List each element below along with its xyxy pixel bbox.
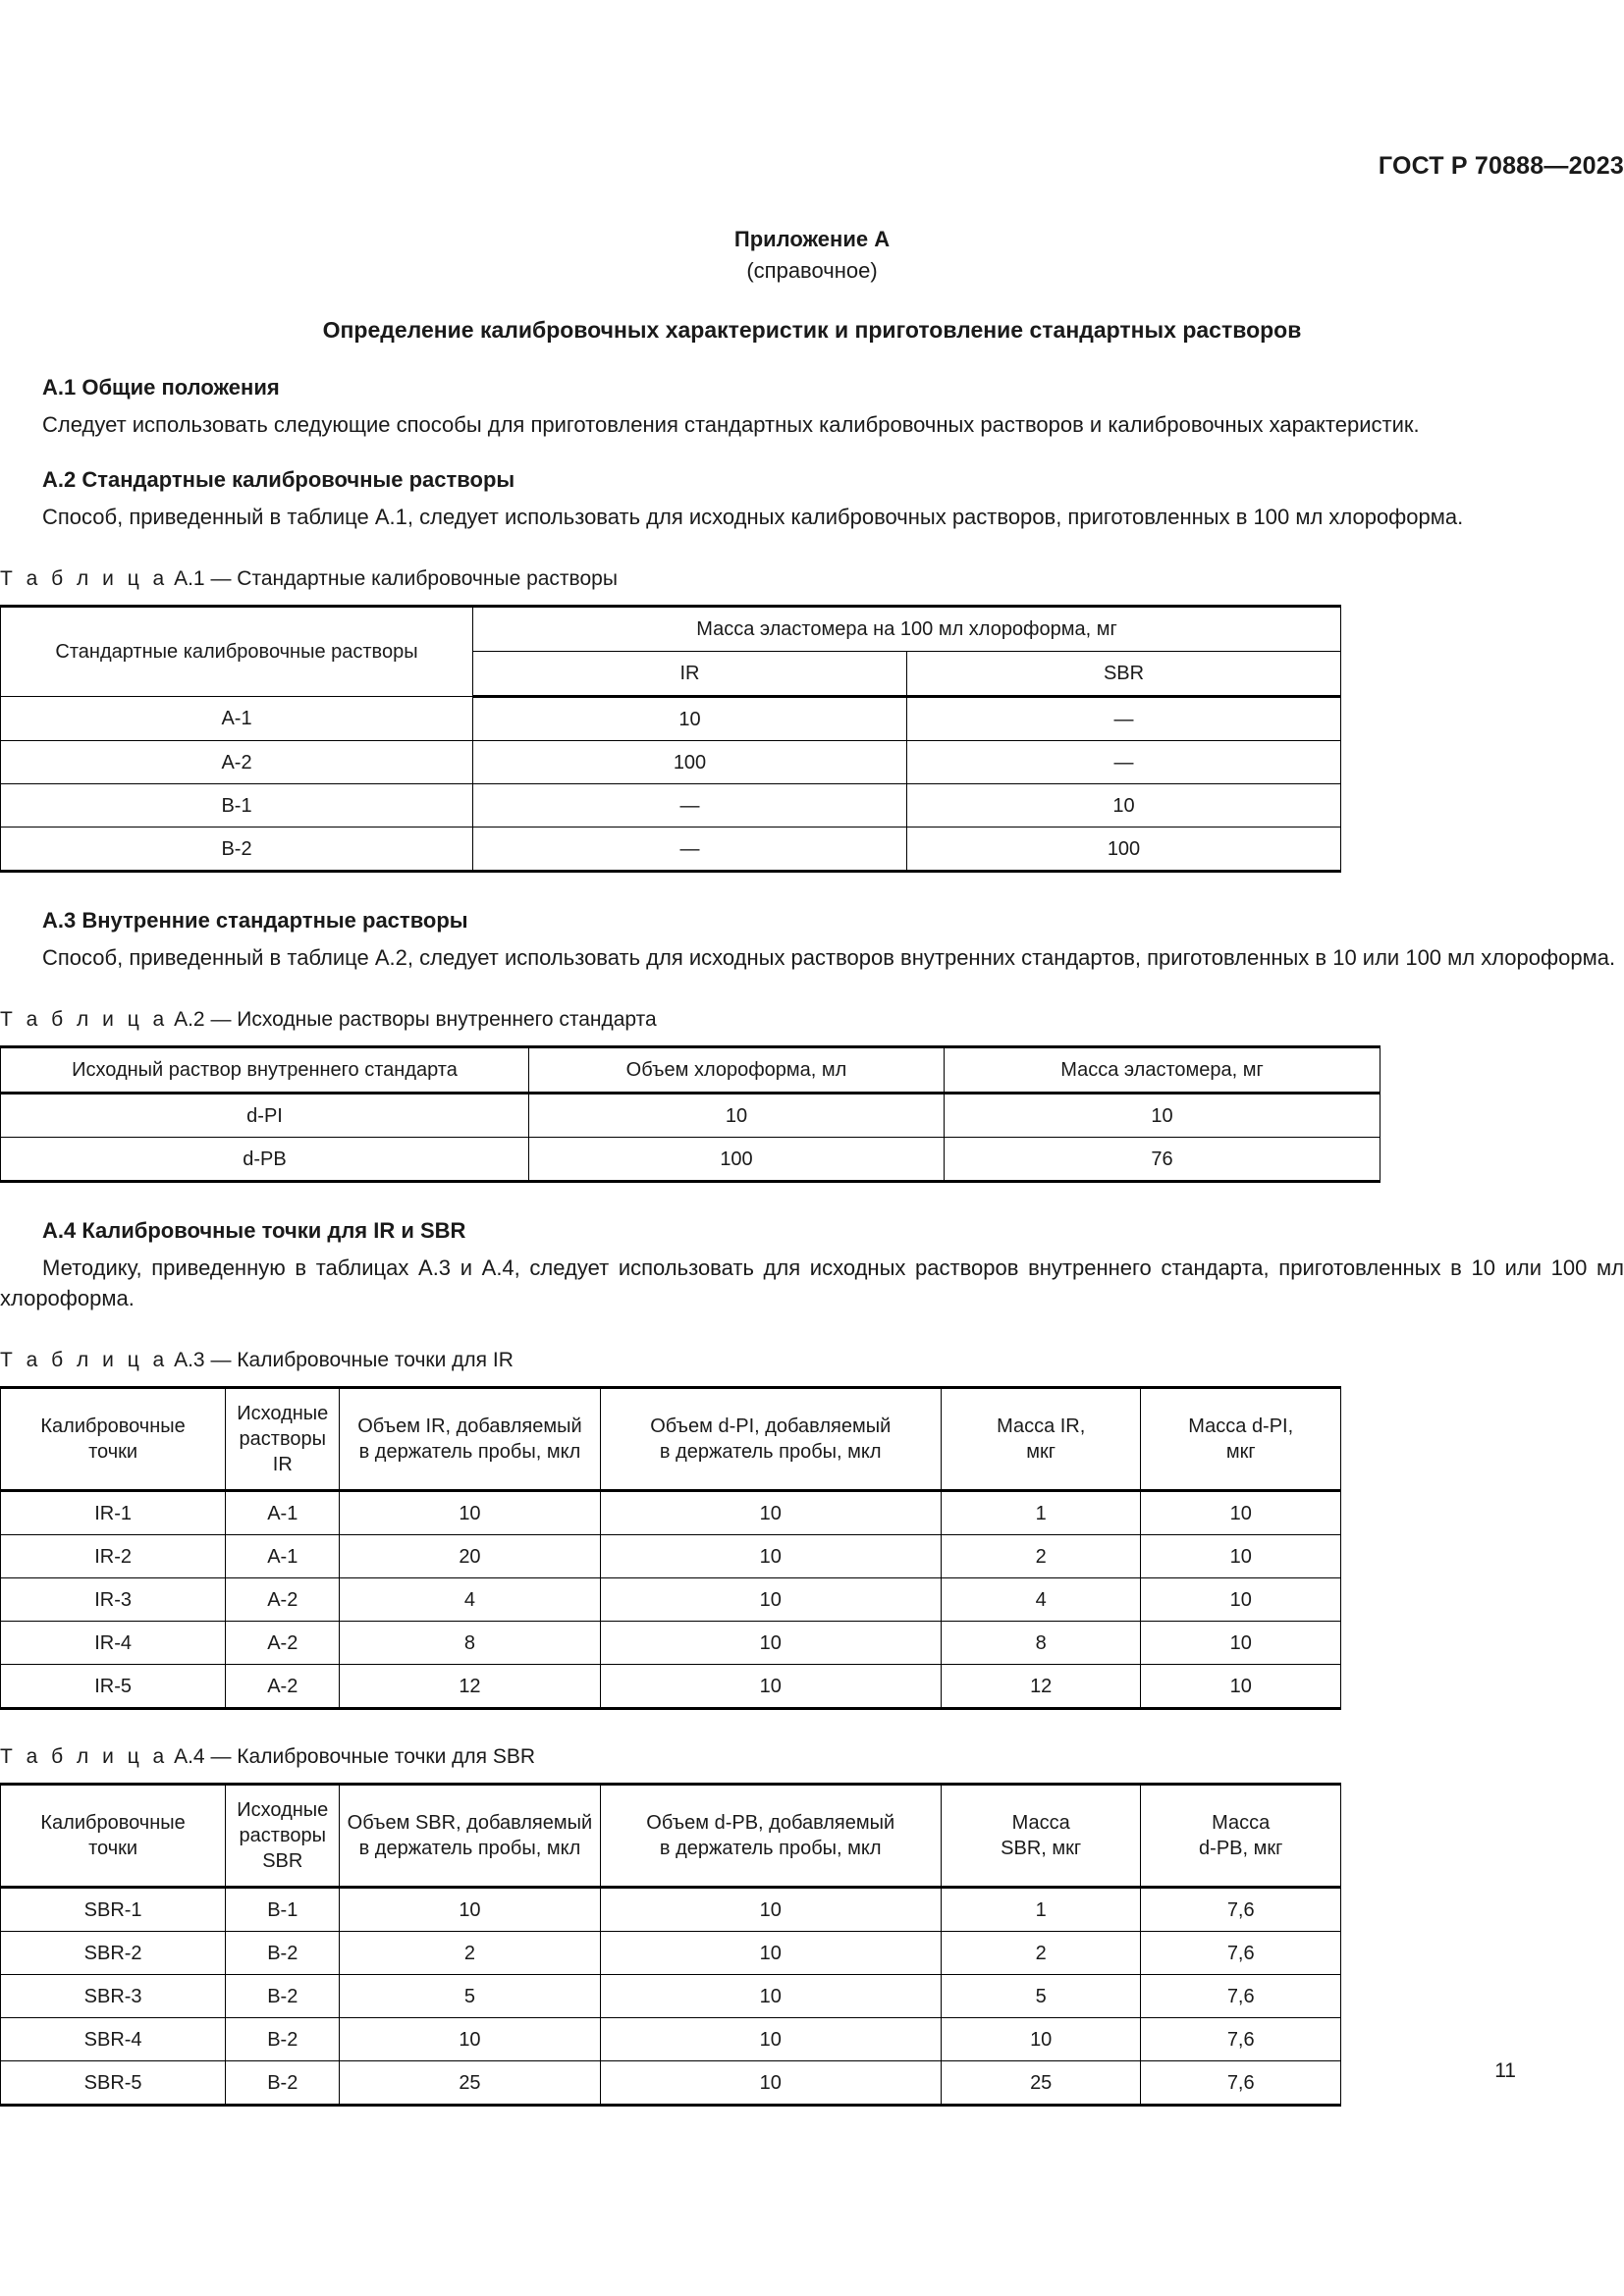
section-paragraph-a4: Методику, приведенную в таблицах А.3 и А.4, следует использовать для исходных растворов внутреннего стандарта, приготовленных в 10 или 100 мл хлороформа.: [0, 1255, 1624, 1310]
table-cell: 10: [473, 697, 907, 741]
table-cell: 100: [907, 828, 1341, 872]
table-caption-text-a4: Калибровочные точки для SBR: [237, 1745, 536, 1768]
table-caption-a4: [0, 1743, 1624, 1771]
table-a4-header-5: [941, 1785, 1141, 1888]
table-a3-header-5: [941, 1388, 1141, 1491]
spacer: [0, 532, 1624, 565]
annex-type: (справочное): [746, 258, 878, 283]
table-row: [1, 697, 1341, 741]
table-row: [1, 1785, 1341, 1888]
header-line: растворы SBR: [239, 1825, 326, 1872]
header-line: Масса IR,: [997, 1415, 1086, 1437]
header-line: Объем SBR, добавляемый: [347, 1812, 593, 1834]
header-line: Масса: [1011, 1812, 1070, 1834]
table-row: [1, 741, 1341, 784]
table-row: [1, 1622, 1341, 1665]
spacer: [0, 873, 1624, 906]
table-cell: 4: [941, 1578, 1141, 1622]
table-cell: 25: [340, 2061, 600, 2106]
table-cell: 10: [600, 1535, 941, 1578]
table-a4: [0, 1783, 1341, 2107]
table-caption-dash-a4: —: [210, 1745, 232, 1768]
table-row: [1, 1888, 1341, 1932]
table-cell: 10: [945, 1094, 1380, 1138]
document-body: [0, 373, 1624, 2107]
table-a3-header-4: [600, 1388, 941, 1491]
table-row: [1, 1047, 1380, 1094]
table-a4-header-6: [1141, 1785, 1341, 1888]
table-caption-text-a1: Стандартные калибровочные растворы: [237, 567, 618, 590]
table-cell: d-PI: [1, 1094, 529, 1138]
table-a1-header-group: Масса эластомера на 100 мл хлороформа, мг: [473, 607, 1341, 652]
table-cell: 20: [340, 1535, 600, 1578]
table-a1-header-sbr: SBR: [907, 652, 1341, 697]
table-cell: 5: [340, 1975, 600, 2018]
table-cell: A-2: [226, 1622, 340, 1665]
header-line: Калибровочные: [40, 1415, 186, 1437]
table-cell: A-2: [226, 1578, 340, 1622]
table-row: [1, 1138, 1380, 1182]
table-cell: 10: [600, 1491, 941, 1535]
table-a3-header-6: [1141, 1388, 1341, 1491]
table-caption-number-a3: А.3: [174, 1349, 205, 1371]
header-line: в держатель пробы, мкл: [358, 1441, 581, 1463]
table-cell: A-2: [226, 1665, 340, 1709]
table-cell: 10: [1141, 1491, 1341, 1535]
table-cell: 1: [941, 1491, 1141, 1535]
table-a4-header-1: [1, 1785, 226, 1888]
header-line: SBR, мкг: [1001, 1838, 1082, 1859]
table-cell: 1: [941, 1888, 1141, 1932]
table-cell: IR-3: [1, 1578, 226, 1622]
section-paragraph-a1: Следует использовать следующие способы для приготовления стандартных калибровочных растворов и калибровочных характеристик.: [42, 412, 1420, 437]
header-line: Объем d-PB, добавляемый: [646, 1812, 895, 1834]
header-line: точки: [88, 1838, 138, 1859]
table-caption-dash-a1: —: [210, 567, 232, 590]
table-cell: B-1: [226, 1888, 340, 1932]
table-a1: [0, 605, 1341, 873]
table-caption-text-a3: Калибровочные точки для IR: [237, 1349, 514, 1371]
table-cell: 100: [473, 741, 907, 784]
header-line: растворы IR: [239, 1428, 326, 1475]
header-line: Исходные: [237, 1799, 329, 1821]
spacer: [0, 1313, 1624, 1347]
table-cell: 2: [340, 1932, 600, 1975]
table-cell: 10: [340, 1888, 600, 1932]
table-cell: 8: [941, 1622, 1141, 1665]
header-line: Объем d-PI, добавляемый: [650, 1415, 892, 1437]
header-line: Исходные: [237, 1403, 329, 1424]
table-cell: 8: [340, 1622, 600, 1665]
header-line: d-PB, мкг: [1199, 1838, 1283, 1859]
table-cell: 7,6: [1141, 1975, 1341, 2018]
table-cell: 10: [600, 2061, 941, 2106]
header-line: в держатель пробы, мкл: [358, 1838, 581, 1859]
table-a3-header-1: [1, 1388, 226, 1491]
table-cell: B-2: [226, 1975, 340, 2018]
spacer: [0, 440, 1624, 465]
table-cell: B-2: [226, 1932, 340, 1975]
table-row: [1, 1932, 1341, 1975]
table-cell: IR-5: [1, 1665, 226, 1709]
table-row: [1, 607, 1341, 652]
table-cell: B-2: [226, 2018, 340, 2061]
table-a4-header-4: [600, 1785, 941, 1888]
table-caption-number-a4: А.4: [174, 1745, 205, 1768]
annex-label: Приложение А: [733, 227, 891, 251]
table-cell: 10: [1141, 1535, 1341, 1578]
table-cell: 7,6: [1141, 1932, 1341, 1975]
table-cell: B-1: [1, 784, 473, 828]
table-cell: A-1: [1, 697, 473, 741]
table-caption-number-a2: А.2: [174, 1008, 205, 1031]
header-line: мкг: [1026, 1441, 1056, 1463]
header-line: Масса: [1212, 1812, 1271, 1834]
table-cell: 7,6: [1141, 2061, 1341, 2106]
section-paragraph-a2: Способ, приведенный в таблице А.1, следует использовать для исходных калибровочных растворов, приготовленных в 100 мл хлороформа.: [42, 505, 1464, 529]
table-cell: SBR-2: [1, 1932, 226, 1975]
table-a4-header-3: [340, 1785, 600, 1888]
table-cell: IR-4: [1, 1622, 226, 1665]
table-cell: 76: [945, 1138, 1380, 1182]
header-line: мкг: [1225, 1441, 1256, 1463]
table-cell: 10: [600, 1932, 941, 1975]
table-cell: 10: [1141, 1578, 1341, 1622]
section-heading-a1: A.1 Общие положения: [42, 375, 280, 400]
table-cell: 10: [600, 2018, 941, 2061]
table-cell: —: [907, 697, 1341, 741]
table-row: [1, 1388, 1341, 1491]
table-caption-prefix-a2: Т а б л и ц а: [0, 1008, 169, 1031]
table-a2-header-1: Исходный раствор внутреннего стандарта: [1, 1047, 529, 1094]
table-cell: A-1: [226, 1491, 340, 1535]
table-row: [1, 1491, 1341, 1535]
header-line: в держатель пробы, мкл: [659, 1441, 882, 1463]
table-cell: 7,6: [1141, 1888, 1341, 1932]
table-row: [1, 1094, 1380, 1138]
table-a1-header-col1: Стандартные калибровочные растворы: [1, 607, 473, 697]
table-a2: [0, 1045, 1380, 1183]
table-cell: 4: [340, 1578, 600, 1622]
table-caption-a1: [0, 565, 1624, 593]
table-caption-text-a2: Исходные растворы внутреннего стандарта: [237, 1008, 657, 1031]
table-caption-dash-a2: —: [210, 1008, 232, 1031]
spacer: [0, 1183, 1624, 1216]
header-line: Объем IR, добавляемый: [357, 1415, 582, 1437]
header-line: точки: [88, 1441, 138, 1463]
table-cell: SBR-4: [1, 2018, 226, 2061]
table-cell: 10: [1141, 1665, 1341, 1709]
section-heading-a4: A.4 Калибровочные точки для IR и SBR: [42, 1218, 466, 1243]
table-cell: SBR-1: [1, 1888, 226, 1932]
table-cell: —: [473, 828, 907, 872]
table-row: [1, 1975, 1341, 2018]
header-line: Калибровочные: [40, 1812, 186, 1834]
table-cell: 5: [941, 1975, 1141, 2018]
annex-main-title: Определение калибровочных характеристик и приготовление стандартных растворов: [322, 317, 1302, 343]
document-header-standard-number: ГОСТ Р 70888—2023: [1378, 152, 1624, 180]
table-cell: 10: [600, 1975, 941, 2018]
table-a3-header-3: [340, 1388, 600, 1491]
table-cell: 100: [529, 1138, 945, 1182]
table-row: [1, 1665, 1341, 1709]
table-row: [1, 828, 1341, 872]
table-cell: d-PB: [1, 1138, 529, 1182]
table-cell: 10: [600, 1888, 941, 1932]
table-caption-prefix-a4: Т а б л и ц а: [0, 1745, 169, 1768]
spacer: [0, 973, 1624, 1006]
table-cell: —: [907, 741, 1341, 784]
spacer: [0, 1710, 1624, 1743]
table-row: [1, 784, 1341, 828]
table-cell: 7,6: [1141, 2018, 1341, 2061]
table-caption-prefix-a1: Т а б л и ц а: [0, 567, 169, 590]
table-cell: 10: [600, 1665, 941, 1709]
table-a2-header-2: Объем хлороформа, мл: [529, 1047, 945, 1094]
table-caption-a3: [0, 1347, 1624, 1374]
table-cell: 10: [600, 1578, 941, 1622]
header-line: в держатель пробы, мкл: [659, 1838, 882, 1859]
table-cell: SBR-3: [1, 1975, 226, 2018]
table-cell: 12: [340, 1665, 600, 1709]
table-caption-number-a1: А.1: [174, 567, 205, 590]
table-cell: 10: [340, 1491, 600, 1535]
table-cell: 10: [340, 2018, 600, 2061]
table-cell: A-1: [226, 1535, 340, 1578]
table-row: [1, 2061, 1341, 2106]
table-a4-header-2: [226, 1785, 340, 1888]
table-cell: 2: [941, 1932, 1141, 1975]
table-cell: 10: [1141, 1622, 1341, 1665]
table-a3-header-2: [226, 1388, 340, 1491]
table-cell: B-2: [226, 2061, 340, 2106]
table-cell: IR-1: [1, 1491, 226, 1535]
table-cell: A-2: [1, 741, 473, 784]
table-caption-a2: [0, 1006, 1624, 1034]
table-a3: [0, 1386, 1341, 1710]
section-heading-a2: A.2 Стандартные калибровочные растворы: [42, 467, 515, 492]
table-cell: B-2: [1, 828, 473, 872]
header-line: Масса d-PI,: [1188, 1415, 1294, 1437]
table-row: [1, 1535, 1341, 1578]
table-row: [1, 2018, 1341, 2061]
section-heading-a3: A.3 Внутренние стандартные растворы: [42, 908, 468, 933]
table-cell: —: [473, 784, 907, 828]
table-cell: 2: [941, 1535, 1141, 1578]
table-cell: 10: [600, 1622, 941, 1665]
page-number: 11: [1494, 2059, 1516, 2082]
table-a1-header-ir: IR: [473, 652, 907, 697]
table-cell: 12: [941, 1665, 1141, 1709]
table-caption-dash-a3: —: [210, 1349, 232, 1371]
table-a2-header-3: Масса эластомера, мг: [945, 1047, 1380, 1094]
annex-title-block: [0, 224, 1624, 345]
table-cell: 10: [907, 784, 1341, 828]
table-cell: 10: [941, 2018, 1141, 2061]
table-cell: IR-2: [1, 1535, 226, 1578]
table-cell: 10: [529, 1094, 945, 1138]
table-cell: SBR-5: [1, 2061, 226, 2106]
table-cell: 25: [941, 2061, 1141, 2106]
section-paragraph-a3: Способ, приведенный в таблице А.2, следует использовать для исходных растворов внутренних стандартов, приготовленных в 10 или 100 мл хлороформа.: [42, 945, 1616, 970]
table-caption-prefix-a3: Т а б л и ц а: [0, 1349, 169, 1371]
table-row: [1, 1578, 1341, 1622]
